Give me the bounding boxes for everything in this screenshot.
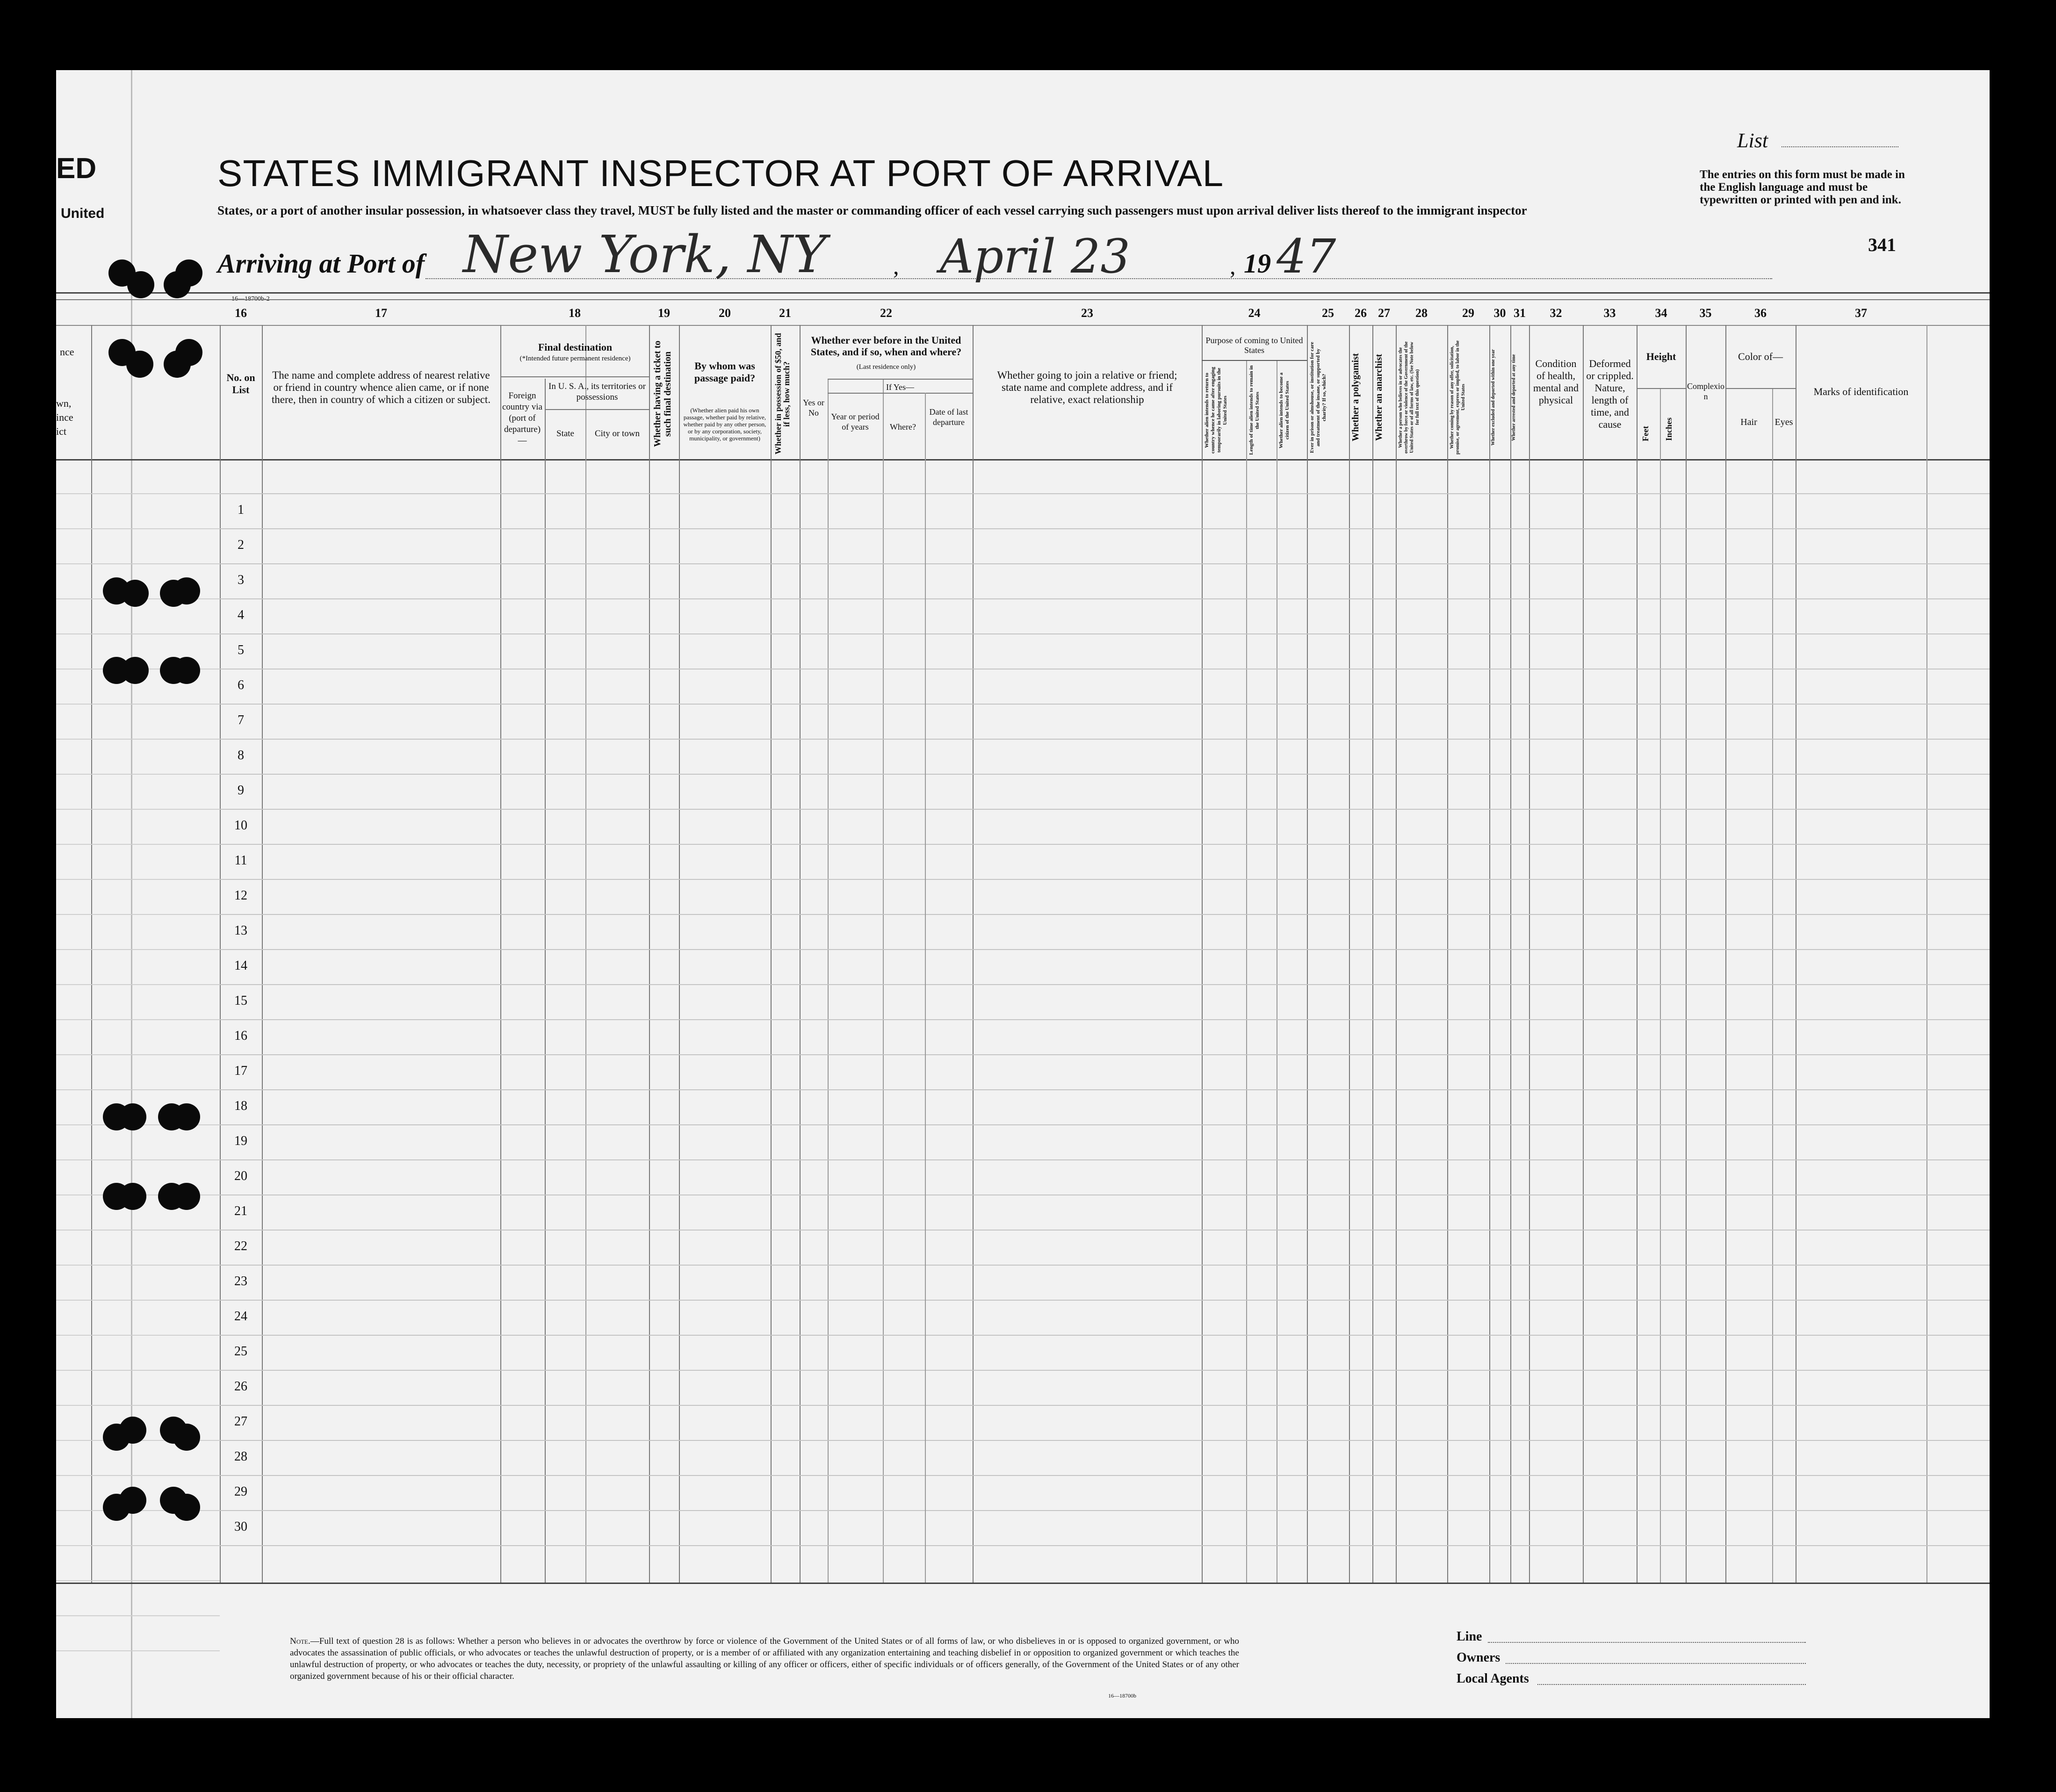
date-handwritten: April 23 — [940, 229, 1131, 284]
header-nearest-relative: The name and complete address of nearest relative or friend in country whence alien came, or if none there, then in country of which a citizen or subject. — [271, 369, 491, 405]
row-line — [220, 1545, 1990, 1546]
header-polygamist: Whether a polygamist — [1350, 353, 1361, 442]
row-line — [220, 1019, 1990, 1020]
row-number: 17 — [234, 1064, 247, 1078]
page-fold — [131, 70, 132, 1718]
left-fragment-subtitle: United — [61, 206, 105, 221]
row-line — [56, 1615, 220, 1616]
row-line — [220, 493, 1990, 494]
column-number: 22 — [880, 306, 892, 320]
row-number: 29 — [234, 1484, 247, 1499]
row-number: 5 — [238, 643, 244, 657]
header-purpose-return: Whether alien intends to return to country whence he came after engaging temporarily in laboring pursuits in the United States — [1204, 367, 1228, 454]
row-number: 2 — [238, 538, 244, 552]
row-line — [56, 809, 220, 810]
row-line — [56, 739, 220, 740]
header-prison: Ever in prison or almshouse, or institution for care and treatment of the insane, or supported by charity? If so, which? — [1309, 342, 1327, 453]
header-ever-before-note: (Last residence only) — [856, 363, 916, 371]
row-line — [220, 1265, 1990, 1266]
row-line — [220, 739, 1990, 740]
row-line — [220, 809, 1990, 810]
header-foreign-country: Foreign country via (port of departure)— — [502, 391, 542, 446]
column-number: 26 — [1355, 306, 1367, 320]
punch-hole — [160, 1417, 187, 1444]
row-line — [220, 1370, 1990, 1371]
owners-label: Owners — [1457, 1650, 1501, 1665]
row-line — [56, 633, 220, 634]
manifest-sheet — [56, 70, 1990, 1718]
row-line — [220, 1054, 1990, 1055]
header-usa: In U. S. A., its territories or possessions — [548, 381, 646, 402]
column-number: 23 — [1081, 306, 1093, 320]
punch-hole — [119, 1183, 146, 1210]
column-number: 37 — [1855, 306, 1867, 320]
column-number: 35 — [1699, 306, 1712, 320]
header-purpose: Purpose of coming to United States — [1205, 336, 1303, 355]
row-line — [56, 1089, 220, 1090]
row-line — [220, 598, 1990, 599]
header-feet: Feet — [1641, 426, 1650, 441]
row-line — [220, 563, 1990, 564]
row-line — [56, 774, 220, 775]
punch-hole — [160, 1487, 187, 1514]
column-number: 17 — [375, 306, 387, 320]
row-number: 16 — [234, 1029, 247, 1043]
row-line — [220, 1159, 1990, 1160]
row-line — [220, 1089, 1990, 1090]
colnum-rule — [56, 325, 1990, 326]
row-line — [220, 949, 1990, 950]
row-number: 1 — [238, 503, 244, 517]
header-ticket: Whether having a ticket to such final destination — [652, 340, 673, 447]
row-number: 10 — [234, 818, 247, 833]
arriving-label: Arriving at Port of — [217, 248, 425, 279]
footer-note-label: Note. — [290, 1636, 310, 1646]
column-number: 18 — [569, 306, 581, 320]
row-line — [56, 1580, 220, 1581]
punch-hole — [119, 1487, 146, 1514]
punch-hole — [119, 1417, 146, 1444]
column-number: 24 — [1248, 306, 1261, 320]
row-number: 7 — [238, 713, 244, 727]
header-deformed: Deformed or crippled. Nature, length of time, and cause — [1586, 358, 1634, 430]
row-number: 24 — [234, 1309, 247, 1324]
left-fragment-label: ict — [56, 425, 66, 437]
punch-hole — [160, 580, 187, 607]
column-number: 36 — [1754, 306, 1767, 320]
row-number: 20 — [234, 1169, 247, 1183]
header-bottom-rule — [56, 459, 1990, 461]
left-fragment-label: nce — [60, 346, 74, 358]
row-number: 6 — [238, 678, 244, 692]
punch-hole — [160, 657, 187, 684]
header-height: Height — [1646, 351, 1676, 362]
header-health: Condition of health, mental and physical — [1533, 358, 1579, 406]
column-number: 21 — [779, 306, 791, 320]
left-fragment-label: wn, — [56, 397, 72, 409]
column-number: 32 — [1550, 306, 1562, 320]
list-blank — [1782, 146, 1898, 147]
row-line — [56, 704, 220, 705]
page-number: 341 — [1868, 234, 1896, 255]
row-line — [56, 1335, 220, 1336]
header-passage-paid: By whom was passage paid? — [694, 360, 756, 384]
column-number: 27 — [1378, 306, 1390, 320]
row-number: 27 — [234, 1414, 247, 1429]
row-line — [56, 879, 220, 880]
header-color-of: Color of— — [1738, 351, 1783, 362]
row-number: 30 — [234, 1519, 247, 1534]
line-blank — [1488, 1642, 1806, 1643]
header-purpose-citizen: Whether alien intends to become a citizen of the United States — [1278, 372, 1290, 448]
column-number: 29 — [1462, 306, 1474, 320]
port-handwritten: New York, NY — [463, 224, 827, 284]
row-line — [56, 1019, 220, 1020]
punch-hole — [122, 580, 149, 607]
header-city: City or town — [594, 429, 640, 439]
left-fragment-label: ince — [56, 411, 73, 423]
punch-hole — [158, 1103, 185, 1130]
row-line — [56, 563, 220, 564]
header-inches: Inches — [1664, 417, 1674, 441]
row-line — [220, 1335, 1990, 1336]
table-top-rule — [56, 292, 1990, 294]
header-joining-relative: Whether going to join a relative or friend; state name and complete address, and if relative, exact relationship — [997, 369, 1177, 405]
local-agents-label: Local Agents — [1457, 1671, 1529, 1686]
row-number: 26 — [234, 1379, 247, 1394]
row-line — [220, 1300, 1990, 1301]
form-code-bottom: 16—18700b — [1108, 1692, 1136, 1699]
row-line — [56, 1054, 220, 1055]
row-line — [56, 844, 220, 845]
row-line — [56, 528, 220, 529]
row-number: 22 — [234, 1239, 247, 1253]
row-number: 13 — [234, 923, 247, 938]
column-number: 30 — [1493, 306, 1506, 320]
punch-hole — [122, 657, 149, 684]
owners-blank — [1506, 1663, 1806, 1664]
line-label: Line — [1457, 1629, 1482, 1644]
column-number: 28 — [1415, 306, 1428, 320]
header-eyes: Eyes — [1775, 417, 1793, 427]
header-hair: Hair — [1740, 417, 1757, 427]
header-purpose-length: Length of time alien intends to remain in the United States — [1248, 365, 1260, 455]
header-fifty-dollars: Whether in possession of $50, and if less, how much? — [773, 333, 791, 455]
header-date-departure: Date of last departure — [929, 407, 968, 427]
local-agents-blank — [1537, 1684, 1806, 1685]
row-number: 21 — [234, 1204, 247, 1218]
row-line — [220, 879, 1990, 880]
row-line — [56, 1650, 220, 1651]
footer-note — [290, 1635, 1239, 1682]
header-labor-offer: Whether coming by reason of any offer, solicitation, promise, or agreement, express or implied, to labor in the United States — [1450, 340, 1466, 454]
row-number: 25 — [234, 1344, 247, 1359]
header-if-yes: If Yes— — [886, 382, 914, 392]
column-number: 16 — [235, 306, 247, 320]
row-line — [220, 774, 1990, 775]
row-line — [56, 1405, 220, 1406]
column-number: 19 — [658, 306, 670, 320]
header-period: Year or period of years — [831, 412, 880, 432]
punch-hole — [119, 1103, 146, 1130]
punch-hole — [126, 351, 153, 378]
row-line — [220, 1440, 1990, 1441]
header-complexion: Complexion — [1687, 381, 1724, 401]
header-anarchist: Whether an anarchist — [1374, 354, 1384, 441]
comma: , — [1230, 253, 1236, 279]
punch-hole — [158, 1183, 185, 1210]
row-line — [56, 949, 220, 950]
column-number: 34 — [1655, 306, 1667, 320]
row-line — [220, 914, 1990, 915]
row-line — [56, 1370, 220, 1371]
row-number: 4 — [238, 608, 244, 622]
row-number: 8 — [238, 748, 244, 763]
punch-hole — [164, 271, 191, 298]
row-line — [220, 844, 1990, 845]
left-fragment-title: ED — [56, 152, 97, 185]
comma: , — [893, 253, 899, 279]
row-line — [220, 1475, 1990, 1476]
column-number: 33 — [1603, 306, 1616, 320]
row-line — [56, 1300, 220, 1301]
row-line — [56, 1230, 220, 1231]
table-top-rule-2 — [56, 299, 1990, 300]
row-line — [220, 984, 1990, 985]
row-number: 15 — [234, 993, 247, 1008]
row-line — [220, 1510, 1990, 1511]
row-number: 23 — [234, 1274, 247, 1288]
row-number: 12 — [234, 888, 247, 903]
header-excluded: Whether excluded and deported within one year — [1491, 349, 1496, 446]
row-line — [220, 1230, 1990, 1231]
year-handwritten: 47 — [1277, 229, 1336, 284]
row-line — [56, 984, 220, 985]
instructions: The entries on this form must be made in the English language and must be typewritten or printed with pen and ink. — [1700, 168, 1905, 206]
header-overthrow: Whether a person who believes in or advocates the overthrow by force or violence of the Government of the United States or of all forms of law, etc. (See Note below for full text of this question) — [1398, 341, 1420, 453]
header-marks: Marks of identification — [1813, 386, 1909, 397]
row-line — [220, 528, 1990, 529]
row-line — [220, 1124, 1990, 1125]
column-number: 20 — [719, 306, 731, 320]
row-line — [220, 633, 1990, 634]
column-number: 25 — [1322, 306, 1334, 320]
header-ever-before-us: Whether ever before in the United States, and if so, when and where? — [810, 334, 962, 358]
row-number: 14 — [234, 958, 247, 973]
row-line — [220, 1405, 1990, 1406]
row-line — [56, 1265, 220, 1266]
row-number: 19 — [234, 1134, 247, 1148]
column-number: 31 — [1514, 306, 1526, 320]
row-line — [56, 1545, 220, 1546]
row-number: 3 — [238, 573, 244, 587]
row-line — [220, 704, 1990, 705]
list-label: List — [1737, 129, 1768, 152]
header-arrested: Whether arrested and deported at any time — [1511, 354, 1516, 441]
header-passage-note: (Whether alien paid his own passage, whether paid by relative, whether paid by any other person, or by any corporation, society, municipality, or government) — [683, 407, 766, 442]
row-line — [56, 1475, 220, 1476]
header-yes-no: Yes or No — [803, 398, 824, 417]
row-number: 18 — [234, 1099, 247, 1113]
header-where: Where? — [890, 422, 916, 432]
punch-hole — [127, 271, 154, 298]
footer-note-text: —Full text of question 28 is as follows: Whether a person who believes in or advocates the overthrow by force or violence of the Government of the United States or of all forms of law, or who disbelieves in or is opposed to organized government, or who advocates the assassination of public officials, or who advocates or teaches the unlawful destruction of property, or is a member of or affiliated with any organization entertaining and teaching disbelief in or opposition to organized government or which teaches the unlawful destruction of property, or who advocates or teaches the duty, necessity, or propriety of the unlawful assaulting or killing of any officer or officers, either of specific individuals or of officers generally, of the Government of the United States or of any other organized government because of his or their official character. — [290, 1636, 1239, 1681]
row-line — [56, 493, 220, 494]
header-final-destination: Final destination — [538, 341, 613, 353]
header-state: State — [556, 429, 574, 439]
table-bottom-rule — [56, 1583, 1990, 1584]
row-line — [56, 1159, 220, 1160]
row-number: 28 — [234, 1449, 247, 1464]
form-title: STATES IMMIGRANT INSPECTOR AT PORT OF ARRIVAL — [217, 152, 1224, 194]
form-subtitle: States, or a port of another insular possession, in whatsoever class they travel, MUST be fully listed and the master or commanding officer of each vessel carrying such passengers must upon arrival deliver lists thereof to the immigrant inspector — [217, 203, 1527, 217]
row-number: 9 — [238, 783, 244, 798]
punch-hole — [164, 351, 191, 378]
row-number: 11 — [234, 853, 247, 868]
row-line — [56, 914, 220, 915]
header-final-destination-note: (*Intended future permanent residence) — [519, 355, 631, 362]
header-no-on-list: No. on List — [226, 372, 255, 396]
year-prefix: 19 — [1244, 248, 1271, 279]
